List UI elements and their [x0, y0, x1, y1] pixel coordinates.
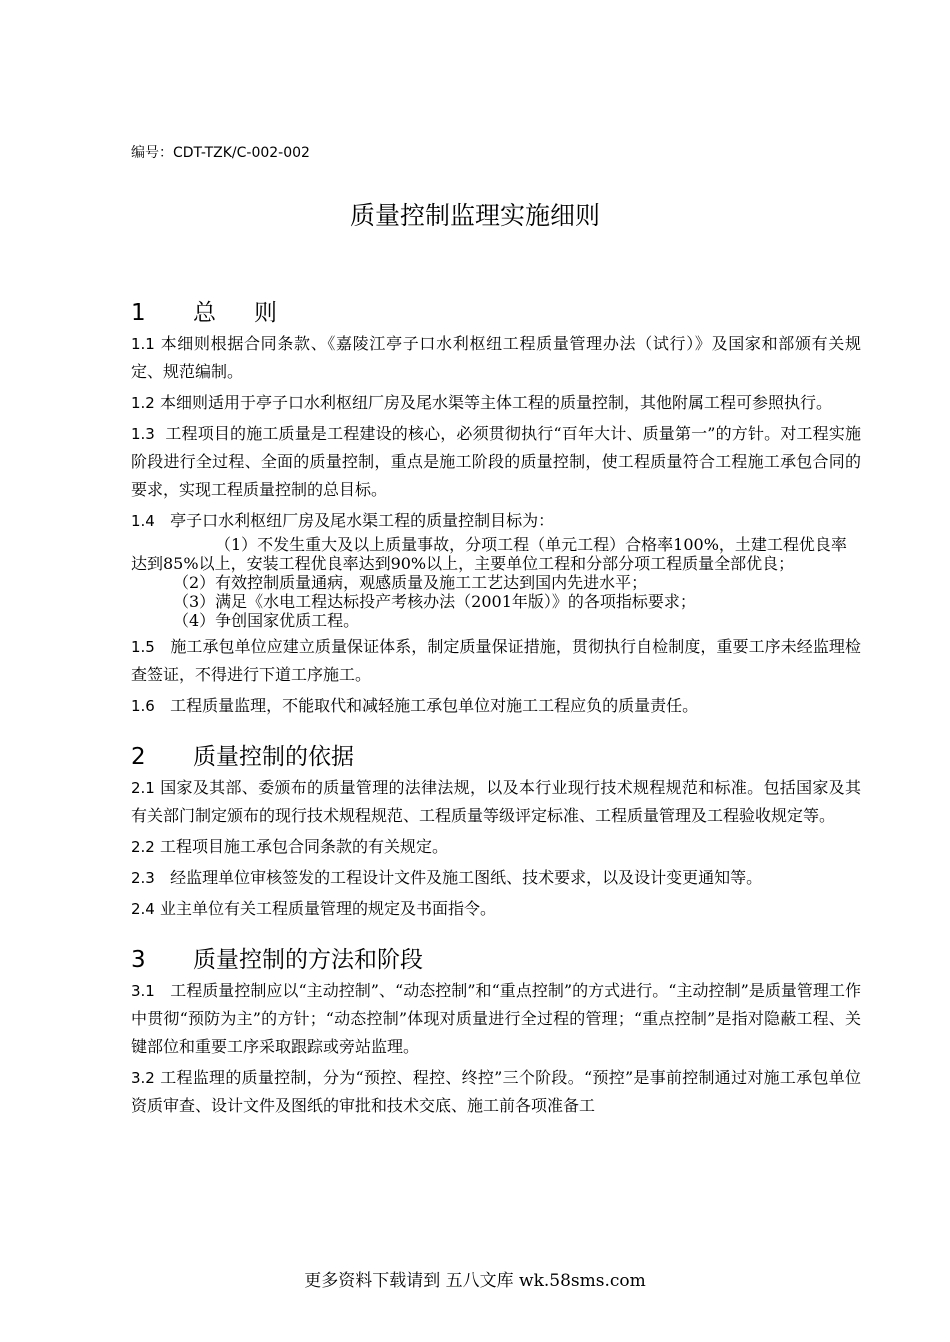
clause-text: 工程项目施工承包合同条款的有关规定。 — [159, 837, 448, 856]
paragraph-1-4 — [131, 507, 861, 535]
clause-text: 工程质量监理，不能取代和减轻施工承包单位对施工工程应负的质量责任。 — [170, 696, 699, 715]
clause-number: 1.5 — [131, 638, 155, 656]
paragraph-2-1 — [131, 774, 861, 830]
section-number: 2 — [131, 744, 146, 770]
clause-text: 业主单位有关工程质量管理的规定及书面指令。 — [159, 899, 496, 918]
target-text: （4）争创国家优质工程。 — [173, 611, 360, 630]
paragraph-2-3 — [131, 864, 861, 892]
clause-number: 2.3 — [131, 869, 155, 887]
paragraph-3-1 — [131, 977, 861, 1061]
target-text: （2）有效控制质量通病，观感质量及施工工艺达到国内先进水平； — [173, 573, 648, 592]
section-title: 质量控制的依据 — [193, 744, 354, 770]
paragraph-1-3 — [131, 420, 861, 504]
clause-text: 经监理单位审核签发的工程设计文件及施工图纸、技术要求，以及设计变更通知等。 — [170, 868, 763, 887]
document-number: 编号：CDT-TZK/C-002-002 — [131, 145, 310, 161]
clause-text: 本细则根据合同条款、《嘉陵江亭子口水利枢纽工程质量管理办法（试行）》及国家和部颁有关规定、规范编制。 — [131, 334, 861, 381]
target-item — [131, 611, 861, 630]
clause-number: 1.3 — [131, 425, 155, 443]
section-number: 1 — [131, 300, 146, 326]
target-text: （1）不发生重大及以上质量事故，分项工程（单元工程）合格率100%，土建工程优良率达到85%以上，安装工程优良率达到90%以上，主要单位工程和分部分项工程质量全部优良； — [131, 535, 847, 573]
section-1-heading — [131, 296, 861, 330]
clause-text: 工程质量控制应以“主动控制”、“动态控制”和“重点控制”的方式进行。“主动控制”是质量管理工作中贯彻“预防为主”的方针；“动态控制”体现对质量进行全过程的管理；“重点控制”是指对隐蔽工程、关键部位和重要工序采取跟踪或旁站监理。 — [131, 981, 861, 1056]
clause-number: 3.1 — [131, 982, 155, 1000]
section-2-heading — [131, 740, 861, 774]
clause-text: 工程监理的质量控制，分为“预控、程控、终控”三个阶段。“预控”是事前控制通过对施工承包单位资质审查、设计文件及图纸的审批和技术交底、施工前各项准备工 — [131, 1068, 861, 1115]
paragraph-2-4 — [131, 895, 861, 923]
paragraph-1-1 — [131, 330, 861, 386]
target-text: （3）满足《水电工程达标投产考核办法（2001年版）》的各项指标要求； — [173, 592, 696, 611]
section-title-part: 总 — [193, 300, 216, 326]
paragraph-2-2 — [131, 833, 861, 861]
clause-text: 国家及其部、委颁布的质量管理的法律法规，以及本行业现行技术规程规范和标准。包括国家及其有关部门制定颁布的现行技术规程规范、工程质量等级评定标准、工程质量管理及工程验收规定等。 — [131, 778, 861, 825]
clause-number: 1.4 — [131, 512, 155, 530]
clause-number: 1.6 — [131, 697, 155, 715]
clause-number: 1.2 — [131, 394, 155, 412]
section-number: 3 — [131, 947, 146, 973]
target-item — [131, 592, 861, 611]
paragraph-1-2 — [131, 389, 861, 417]
target-item — [131, 573, 861, 592]
footer-download-link[interactable]: 更多资料下载请到 五八文库 wk.58sms.com — [304, 1271, 646, 1291]
section-3-heading — [131, 943, 861, 977]
document-title: 质量控制监理实施细则 — [349, 201, 600, 230]
document-body — [131, 296, 861, 1120]
clause-text: 本细则适用于亭子口水利枢纽厂房及尾水渠等主体工程的质量控制，其他附属工程可参照执行。 — [159, 393, 832, 412]
clause-number: 2.4 — [131, 900, 155, 918]
paragraph-1-6 — [131, 692, 861, 720]
clause-number: 2.1 — [131, 779, 155, 797]
section-title: 质量控制的方法和阶段 — [193, 947, 423, 973]
clause-number: 1.1 — [131, 335, 155, 353]
clause-text: 施工承包单位应建立质量保证体系，制定质量保证措施，贯彻执行自检制度，重要工序未经监理检查签证，不得进行下道工序施工。 — [131, 637, 861, 684]
section-title-part: 则 — [254, 300, 277, 326]
clause-text: 工程项目的施工质量是工程建设的核心，必须贯彻执行“百年大计、质量第一”的方针。对工程实施阶段进行全过程、全面的质量控制，重点是施工阶段的质量控制，使工程质量符合工程施工承包合同的要求，实现工程质量控制的总目标。 — [131, 424, 861, 499]
clause-number: 3.2 — [131, 1069, 155, 1087]
target-item — [131, 535, 861, 573]
clause-number: 2.2 — [131, 838, 155, 856]
paragraph-3-2 — [131, 1064, 861, 1120]
clause-text: 亭子口水利枢纽厂房及尾水渠工程的质量控制目标为： — [170, 511, 555, 530]
paragraph-1-5 — [131, 633, 861, 689]
